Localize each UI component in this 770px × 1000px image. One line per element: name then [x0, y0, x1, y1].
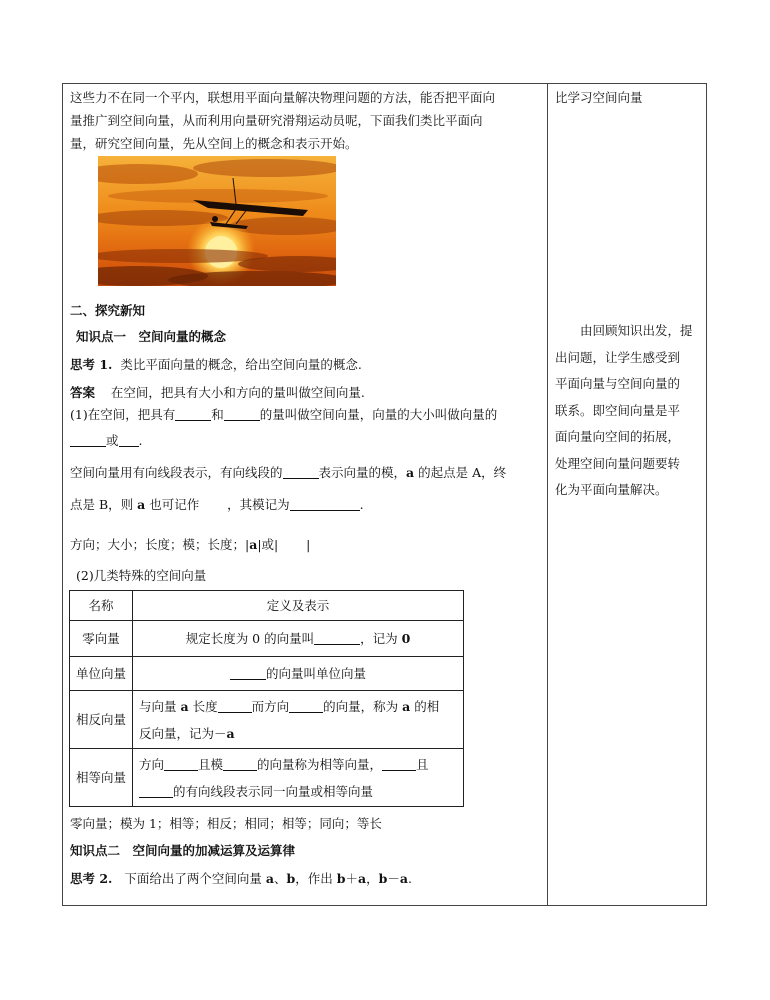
item-1-line-2	[70, 432, 143, 450]
fill-blank	[164, 757, 198, 771]
fill-blank	[223, 757, 257, 771]
header-definition: 定义及表示	[133, 591, 464, 621]
fill-blank	[283, 465, 319, 479]
think-2-text-a: 下面给出了两个空间向量	[124, 871, 262, 886]
think-1-text: 类比平面向量的概念，给出空间向量的概念.	[120, 357, 362, 372]
side-note-top: 比学习空间向量	[555, 90, 643, 105]
column-divider	[547, 83, 548, 906]
table-row-equal	[70, 749, 464, 807]
opp-l1-g: 的相	[414, 698, 440, 714]
opposite-vector-name: 相反向量	[70, 691, 133, 749]
repr-text-i: .	[359, 497, 364, 512]
fill-blank	[224, 407, 260, 421]
think-2-text-e: ，作出	[295, 871, 333, 886]
zero-vector-definition	[133, 621, 464, 657]
vector-a-symbol: a	[226, 725, 235, 741]
opp-l1-e: 的向量，称为	[323, 698, 399, 714]
fill-blank	[314, 631, 360, 645]
opp-l1-a: 与向量	[139, 698, 177, 714]
item-1-text-a: (1)在空间，把具有	[70, 407, 176, 422]
side-line: 由回顾知识出发，提	[555, 323, 693, 338]
unit-def-a: 的向量叫单位向量	[265, 665, 366, 681]
header-name: 名称	[70, 591, 133, 621]
fill-blank	[175, 407, 211, 421]
intro-line-1: 这些力不在同一个平内，联想用平面向量解决物理问题的方法，能否把平面向	[70, 90, 496, 105]
item-1-line-1	[70, 406, 497, 424]
vector-b-symbol: b	[378, 871, 388, 886]
fill-blank	[382, 757, 416, 771]
answer-label: 答案	[70, 385, 96, 400]
answers-1-text-a: 方向；大小；长度；模；长度；|	[70, 537, 250, 552]
equal-def-line-1	[139, 751, 457, 779]
zero-def-a: 规定长度为 0 的向量叫	[185, 630, 315, 646]
fill-blank	[218, 699, 252, 713]
opposite-vector-definition	[133, 691, 464, 749]
think-1	[70, 356, 362, 374]
item-1-text-e: .	[138, 433, 143, 448]
opposite-def-line-2	[139, 721, 457, 747]
eq-l1-d: 且	[416, 756, 429, 772]
section-2-heading: 二、探究新知	[70, 303, 146, 318]
repr-text-a: 空间向量用有向线段表示，有向线段的	[70, 465, 283, 480]
answers-1-text-d: |	[306, 537, 311, 552]
unit-vector-definition	[133, 657, 464, 691]
zero-vector-symbol: 0	[401, 630, 411, 646]
opp-l1-c: 长度	[192, 698, 218, 714]
side-line: 化为平面向量解决。	[555, 482, 668, 497]
item-1-text-d: 或	[106, 433, 119, 448]
answer-1	[70, 384, 365, 402]
side-line: 平面向量与空间向量的	[555, 376, 681, 391]
repr-text-g: 也可记作	[149, 497, 200, 512]
hang-glider-sunset-photo	[98, 156, 336, 286]
vector-a-symbol: a	[406, 465, 415, 480]
minus-sign: －	[387, 871, 400, 886]
vector-b-symbol: b	[286, 871, 296, 886]
special-vectors-table	[69, 590, 464, 807]
equal-def-line-2	[139, 779, 457, 805]
vector-a-symbol: a	[249, 537, 258, 552]
eq-l1-b: 且模	[198, 756, 224, 772]
representation-line-1	[70, 464, 506, 482]
repr-text-b: 表示向量的模，	[318, 465, 407, 480]
answers-1	[70, 536, 310, 554]
eq-l1-a: 方向	[139, 756, 165, 772]
answers-2: 零向量；模为 1；相等；相反；相同；相等；同向；等长	[70, 816, 382, 831]
representation-line-2	[70, 496, 364, 514]
vector-b-symbol: b	[336, 871, 346, 886]
side-line: 处理空间向量问题要转	[555, 455, 681, 471]
think-2-period: .	[407, 871, 412, 886]
think-1-label: 思考 1.	[70, 357, 113, 372]
repr-text-e: 点是 B，则	[70, 497, 134, 512]
table-row-zero	[70, 621, 464, 657]
equal-vector-definition	[133, 749, 464, 807]
equal-vector-name: 相等向量	[70, 749, 133, 807]
item-1-text-c: 的量叫做空间向量，向量的大小叫做向量的	[259, 407, 498, 422]
vector-a-symbol: a	[137, 497, 146, 512]
item-2-label: (2)几类特殊的空间向量	[76, 568, 207, 583]
vector-a-symbol: a	[357, 871, 367, 886]
think-2-sep: 、	[273, 871, 287, 886]
side-line: 出问题，让学生感受到	[555, 349, 681, 365]
fill-blank	[70, 433, 106, 447]
unit-vector-name: 单位向量	[70, 657, 133, 691]
intro-line-3: 量，研究空间向量，先从空间上的概念和表示开始。	[70, 136, 358, 151]
think-2-label: 思考 2.	[70, 871, 113, 886]
table-row-opposite	[70, 691, 464, 749]
fill-blank	[139, 784, 173, 798]
table-row-unit	[70, 657, 464, 691]
vector-a-symbol: a	[399, 871, 408, 886]
repr-text-d: 的起点是 A，终	[418, 465, 507, 480]
answer-text: 在空间，把具有大小和方向的量叫做空间向量.	[110, 385, 365, 400]
side-line: 联系。即空间向量是平	[555, 402, 681, 418]
side-note-body	[555, 318, 701, 504]
vector-a-symbol: a	[402, 698, 411, 714]
opp-l1-d: 而方向	[251, 698, 290, 714]
fill-blank	[119, 433, 139, 447]
think-2-comma: ，	[366, 871, 379, 886]
knowledge-point-1-heading: 知识点一 空间向量的概念	[76, 329, 227, 344]
knowledge-point-2-heading: 知识点二 空间向量的加减运算及运算律	[70, 843, 296, 858]
eq-l1-c: 的向量称为相等向量，	[257, 756, 383, 772]
plus-sign: ＋	[345, 871, 358, 886]
vector-a-symbol: a	[180, 698, 189, 714]
opp-l2-a: 反向量，记为－	[139, 725, 227, 741]
side-line: 面向量向空间的拓展，	[555, 429, 681, 444]
fill-blank	[289, 699, 323, 713]
opposite-def-line-1	[139, 693, 457, 721]
eq-l2-a: 的有向线段表示同一向量或相等向量	[173, 783, 374, 799]
zero-def-b: ，记为	[360, 630, 398, 646]
sunset-picture	[98, 156, 336, 286]
item-1-text-b: 和	[211, 407, 224, 422]
fill-blank	[290, 497, 360, 511]
think-2	[70, 870, 412, 888]
vector-a-symbol: a	[265, 871, 274, 886]
intro-line-2: 量推广到空间向量，从而利用向量研究滑翔运动员呢，下面我们类比平面向	[70, 113, 483, 128]
table-header-row	[70, 591, 464, 621]
answers-1-text-c: |或|	[257, 537, 279, 552]
fill-blank	[230, 666, 266, 680]
repr-text-h: ，其模记为	[227, 497, 290, 512]
zero-vector-name: 零向量	[70, 621, 133, 657]
